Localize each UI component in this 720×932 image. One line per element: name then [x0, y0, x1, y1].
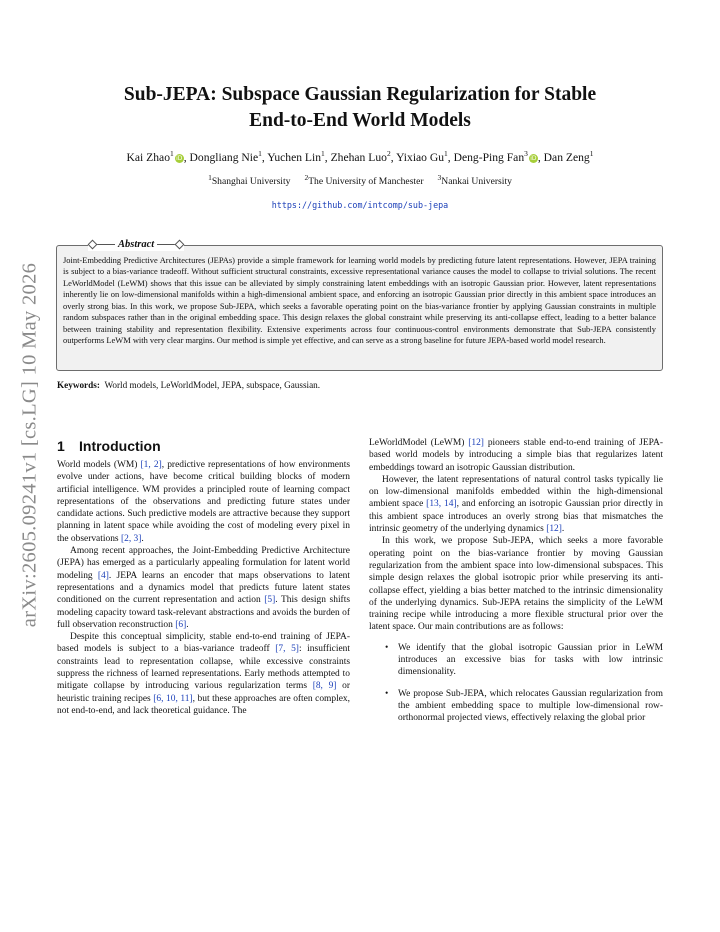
abstract-text: Joint-Embedding Predictive Architectures (JEPAs) provide a simple framework for learning world models by predicting future latent representations. However, JEPA training is subject to a bias-variance tradeoff. Without sufficient structural constraints, excessive representational variance causes the model to collapse to trivial solutions. The recent LeWorldModel (LeWM) shows that this issue can be alleviated by simply constraining latent embeddings with an isotropic Gaussian prior. However, latent representations inherently lie on low-dimensional manifolds within a high-dimensional ambient space, and enforcing an isotropic Gaussian prior directly in this ambient space introduces an overly strong bias. In this work, we propose Sub-JEPA, which seeks a favorable operating point on the bias-variance frontier by applying Gaussian constraints in multiple random subspaces rather than in the original embedding space. This design relaxes the global constraint while preserving its anti-collapse effect, leading to a better balance between training stability and representation flexibility. Extensive experiments across four continuous-control environments demonstrate that Sub-JEPA consistently outperforms LeWM with very clear margins. Our method is simple yet effective, and can serve as a strong baseline for future JEPA-based world model research. — [63, 255, 656, 346]
right-column-paragraphs — [369, 437, 663, 634]
keywords-line: Keywords: World models, LeWorldModel, JEPA, subspace, Gaussian. — [57, 380, 321, 390]
text-run: , and enforcing an isotropic Gaussian prior directly in this ambient space introduces an overly strong bias that mismatches the intrinsic geometry of the underlying dynamics — [369, 499, 663, 535]
text-run: , but these approaches are often complex, not end-to-end, and lack theoretical guidance. The — [57, 693, 350, 716]
author-list: Kai Zhao$^1$iD, Dongliang Nie$^1$, Yuchen Lin$^1$, Zhehan Luo$^2$, Yixiao Gu$^1$, Deng-Ping Fan$^3$iD, Dan Zeng$^1$ — [126, 149, 594, 164]
ornament-rule — [97, 244, 115, 245]
affiliation-name: The University of Manchester — [308, 176, 424, 187]
paragraph — [369, 474, 663, 535]
text-run: . — [141, 533, 144, 544]
text-run: However, the latent representations of natural control tasks typically lie on low-dimensional manifolds embedded within the high-dimensional ambient space — [369, 474, 663, 510]
citation-link[interactable]: [5] — [264, 595, 276, 606]
text-run: , predictive representations of how environments evolve under actions, have become critical building blocks of modern artificial intelligence. WM provides a principled route of learning compact representations of the observations and predicting future states under candidate actions. Such predictive models are attractive because they support planning in latent space while avoiding the cost of modeling every pixel in the observations — [57, 460, 350, 544]
author-name: Kai Zhao — [126, 151, 170, 164]
text-run: . — [561, 524, 565, 535]
text-run: . — [186, 619, 189, 630]
orcid-icon[interactable]: iD — [530, 155, 537, 162]
citation-link[interactable]: [12] — [468, 438, 484, 448]
text-run: or heuristic training recipes — [57, 681, 350, 704]
section-heading — [57, 437, 161, 455]
paragraph — [369, 437, 663, 474]
affiliation-mark: 3 — [437, 172, 442, 182]
diamond-ornament-icon — [175, 239, 185, 249]
affiliation-name: Nankai University — [441, 176, 512, 187]
author-name: Dan Zeng — [543, 151, 590, 164]
author-name: Deng-Ping Fan — [453, 151, 525, 164]
author-affiliation-mark: 2 — [386, 149, 391, 159]
text-run: : insufficient constraints lead to representation collapse, while excessive constraints suppress the richness of learned representations. Early methods attempted to mitigate collapse by introducing various regularization terms — [57, 644, 350, 692]
orcid-icon[interactable]: iD — [176, 155, 183, 162]
paragraph — [57, 545, 350, 631]
abstract-heading — [88, 237, 184, 251]
affiliation-name: Shanghai University — [211, 176, 291, 187]
text-run: . This design shifts modeling capacity toward task-relevant abstractions and avoids the burden of full observation reconstruction — [57, 595, 350, 630]
text-run: Despite this conceptual simplicity, stable end-to-end training of JEPA-based models is subject to a bias-variance tradeoff — [57, 632, 350, 655]
author-name: Yuchen Lin — [267, 151, 322, 164]
title-line-1: Sub-JEPA: Subspace Gaussian Regularization for Stable — [123, 84, 597, 105]
citation-link[interactable]: [6, 10, 11] — [153, 693, 193, 704]
contribution-item: • We identify that the global isotropic Gaussian prior in LeWM introduces an excessive bias for tasks with low intrinsic dimensionality. — [369, 642, 663, 679]
text-run: World models (WM) — [57, 460, 141, 470]
citation-link[interactable]: [6] — [175, 619, 187, 630]
citation-link[interactable]: [8, 9] — [312, 681, 337, 692]
arxiv-side-stamp — [18, 240, 42, 650]
section-title: Introduction — [79, 438, 161, 454]
paragraph — [57, 459, 350, 545]
paragraph — [57, 631, 350, 717]
author-affiliation-mark: 1 — [170, 149, 174, 159]
text-run: . JEPA learns an encoder that maps observations to latent representations and a dynamics model that predicts future latent states conditioned on the current representation and action — [57, 570, 351, 606]
citation-link[interactable]: [1, 2] — [140, 460, 162, 470]
text-run: Among recent approaches, the Joint-Embedding Predictive Architecture (JEPA) has emerged as a particularly appealing formulation for latent world modeling — [57, 546, 350, 581]
paper-title — [60, 82, 660, 134]
author-name: Yixiao Gu — [396, 151, 445, 164]
author-affiliation-mark: 1 — [589, 149, 594, 159]
title-line-2: End-to-End World Models — [249, 110, 471, 131]
affiliation-list — [40, 172, 680, 188]
author-affiliation-mark: 1 — [444, 149, 448, 159]
author-affiliation-mark: 3 — [524, 149, 528, 159]
citation-link[interactable]: [4] — [97, 570, 109, 581]
contribution-item: • We propose Sub-JEPA, which relocates Gaussian regularization from the ambient embedding space to multiple low-dimensional row-orthonormal projected views, effectively relaxing the global prior — [369, 688, 663, 725]
author-name: Zhehan Luo — [330, 151, 387, 164]
text-run: LeWorldModel (LeWM) — [369, 438, 469, 448]
keywords-text: World models, LeWorldModel, JEPA, subspace, Gaussian. — [104, 380, 321, 390]
paragraph — [369, 535, 663, 633]
citation-link[interactable]: [12] — [546, 524, 562, 535]
text-run: pioneers stable end-to-end training of JEPA-based world models by introducing a simple bias that regularizes latent embeddings toward an isotropic Gaussian distribution. — [369, 438, 663, 473]
abstract-label: Abstract — [118, 238, 155, 250]
repository-link[interactable]: https://github.com/intcomp/sub-jepa — [271, 200, 449, 210]
author-name: Dongliang Nie — [189, 151, 259, 164]
citation-link[interactable]: [2, 3] — [120, 533, 142, 544]
arxiv-id-text: arXiv:2605.09241v1 [cs.LG] 10 May 2026 — [18, 262, 41, 628]
left-column — [57, 459, 350, 717]
ornament-rule — [157, 244, 175, 245]
keywords-label: Keywords — [57, 380, 97, 390]
diamond-ornament-icon — [88, 239, 98, 249]
affiliation-mark: 2 — [304, 172, 309, 182]
contribution-list — [369, 642, 663, 725]
author-affiliation-mark: 1 — [321, 149, 325, 159]
citation-link[interactable]: [7, 5] — [275, 644, 299, 655]
citation-link[interactable]: [13, 14] — [426, 499, 457, 510]
text-run: In this work, we propose Sub-JEPA, which seeks a more favorable operating point on the bias-variance frontier by moving Gaussian regularization from the ambient space into low-dimensional subspaces. This simple design relaxes the global isotropic prior while preserving its anti-collapse effect, yielding a bias better matched to the intrinsic dimensionality of the underlying dynamics. Sub-JEPA retains the simplicity of the LeWM training recipe while introducing a more flexible structural prior over the latent space. Our main contributions are as follows: — [369, 536, 663, 633]
affiliation-mark: 1 — [208, 172, 212, 182]
section-number: 1 — [57, 438, 65, 454]
author-affiliation-mark: 1 — [258, 149, 262, 159]
right-column — [369, 437, 663, 734]
